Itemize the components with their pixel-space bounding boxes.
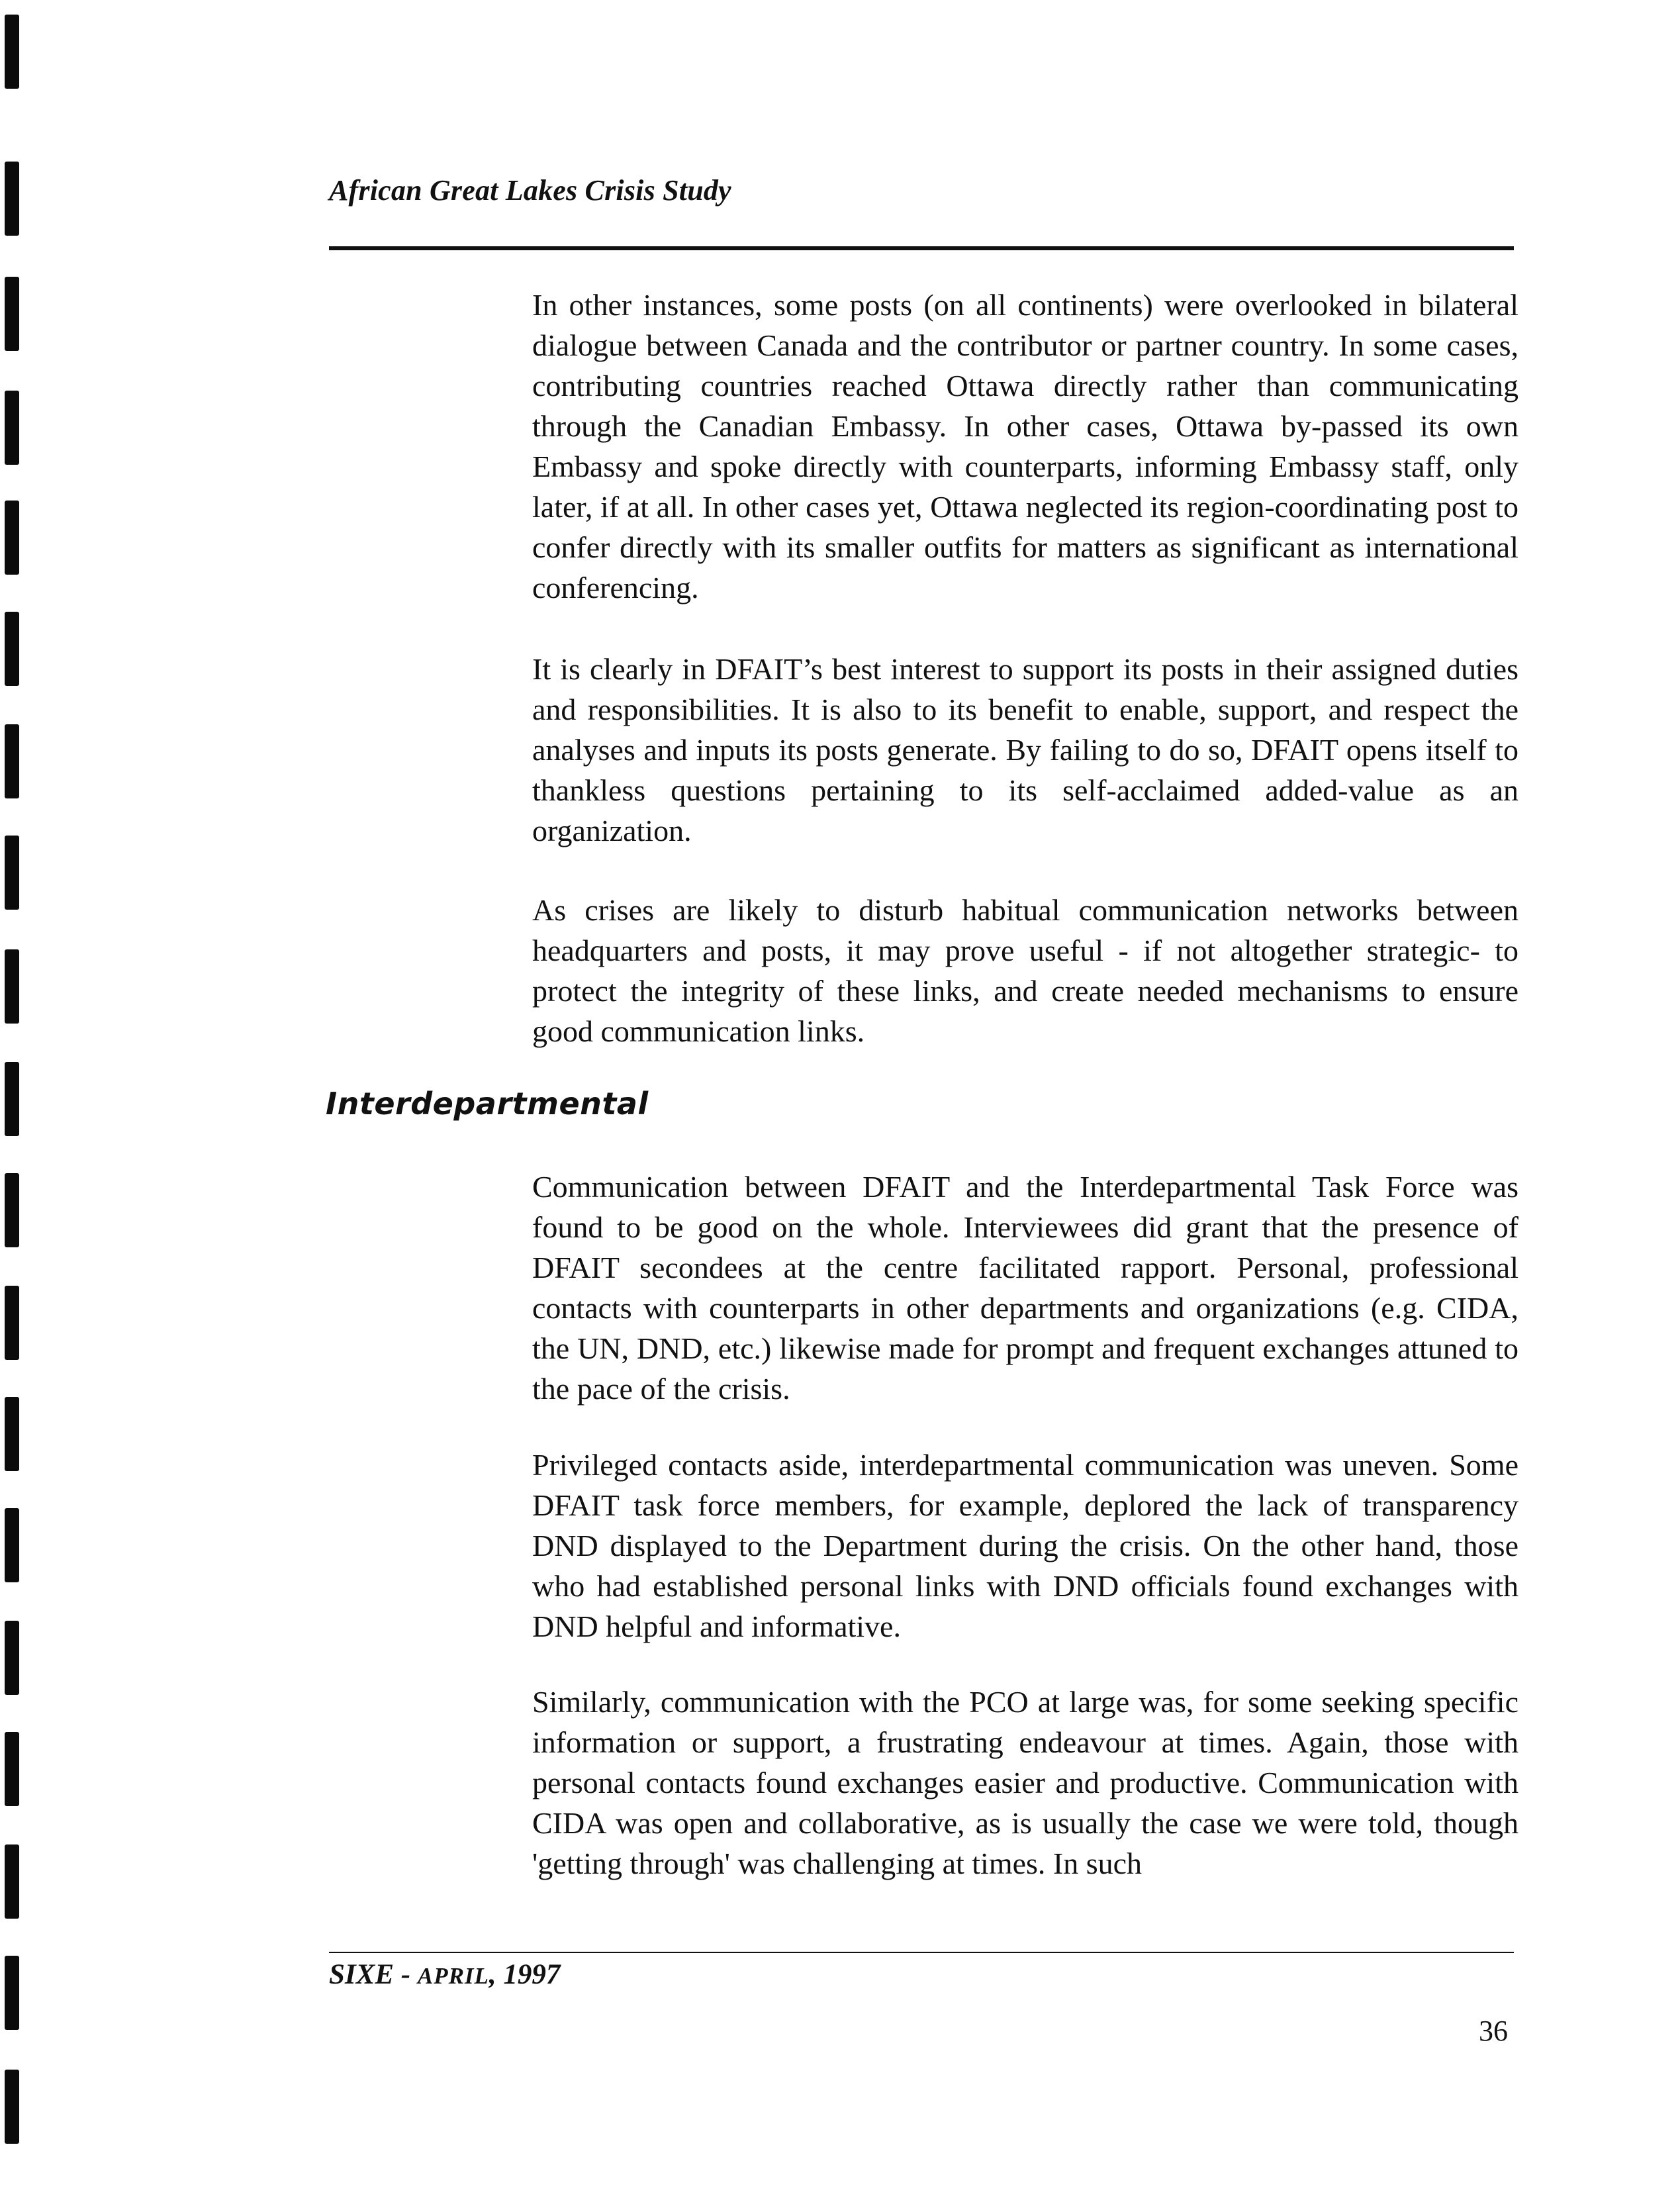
paragraph: In other instances, some posts (on all continents) were overlooked in bilateral dialogue between Canada and the contributor or partner country. In some cases, contributing countries reached Ottawa directly rather than communicating through the Canadian Embassy. In other cases, Ottawa by-passed its own Embassy and spoke directly with counterparts, informing Embassy staff, only later, if at all. In other cases yet, Ottawa neglected its region-coordinating post to confer directly with its smaller outfits for matters as significant as international conferencing. [532, 288, 1518, 604]
binding-mark [5, 501, 19, 575]
binding-mark [5, 836, 19, 910]
paragraph: Communication between DFAIT and the Interdepartmental Task Force was found to be good on the whole. Interviewees did grant that the presence of DFAIT secondees at the centre facilitated rapport. Personal, professional contacts with counterparts in other departments and organizations (e.g. CIDA, the UN, DND, etc.) likewise made for prompt and frequent exchanges attuned to the pace of the crisis. [532, 1170, 1518, 1406]
section-heading: Interdepartmental [326, 1086, 649, 1122]
page-number: 36 [1479, 2015, 1508, 2047]
binding-mark [5, 1173, 19, 1247]
binding-mark [5, 949, 19, 1024]
footer-year: , 1997 [489, 1959, 561, 1990]
binding-marks [0, 0, 26, 2204]
footer-org: SIXE [329, 1959, 395, 1990]
footer-separator: - [394, 1959, 418, 1990]
binding-mark [5, 391, 19, 465]
binding-mark [5, 15, 19, 89]
footer-rule [329, 1952, 1514, 1953]
binding-mark [5, 277, 19, 351]
footer-citation [329, 1958, 560, 1991]
binding-mark [5, 724, 19, 798]
binding-mark [5, 1062, 19, 1136]
binding-mark [5, 1286, 19, 1360]
binding-mark [5, 1956, 19, 2030]
footer-month: APRIL [417, 1963, 489, 1989]
running-header: African Great Lakes Crisis Study [329, 174, 731, 207]
binding-mark [5, 2070, 19, 2144]
paragraph: Privileged contacts aside, interdepartmental communication was uneven. Some DFAIT task force members, for example, deplored the lack of transparency DND displayed to the Department during the crisis. On the other hand, those who had established personal links with DND officials found exchanges with DND helpful and informative. [532, 1448, 1518, 1643]
binding-mark [5, 1397, 19, 1471]
binding-mark [5, 162, 19, 236]
header-rule [329, 246, 1514, 250]
binding-mark [5, 1621, 19, 1695]
binding-mark [5, 1845, 19, 1919]
binding-mark [5, 1732, 19, 1806]
paragraph: Similarly, communication with the PCO at large was, for some seeking specific information or support, a frustrating endeavour at times. Again, those with personal contacts found exchanges easier and productive. Communication with CIDA was open and collaborative, as is usually the case we were told, though 'getting through' was challenging at times. In such [532, 1685, 1518, 1880]
binding-mark [5, 612, 19, 686]
paragraph: It is clearly in DFAIT’s best interest to support its posts in their assigned duties and responsibilities. It is also to its benefit to enable, support, and respect the analyses and inputs its posts generate. By failing to do so, DFAIT opens itself to thankless questions pertaining to its self-acclaimed added-value as an organization. [532, 652, 1518, 847]
paragraph: As crises are likely to disturb habitual communication networks between headquarters and posts, it may prove useful - if not altogether strategic- to protect the integrity of these links, and create needed mechanisms to ensure good communication links. [532, 893, 1518, 1048]
binding-mark [5, 1508, 19, 1582]
